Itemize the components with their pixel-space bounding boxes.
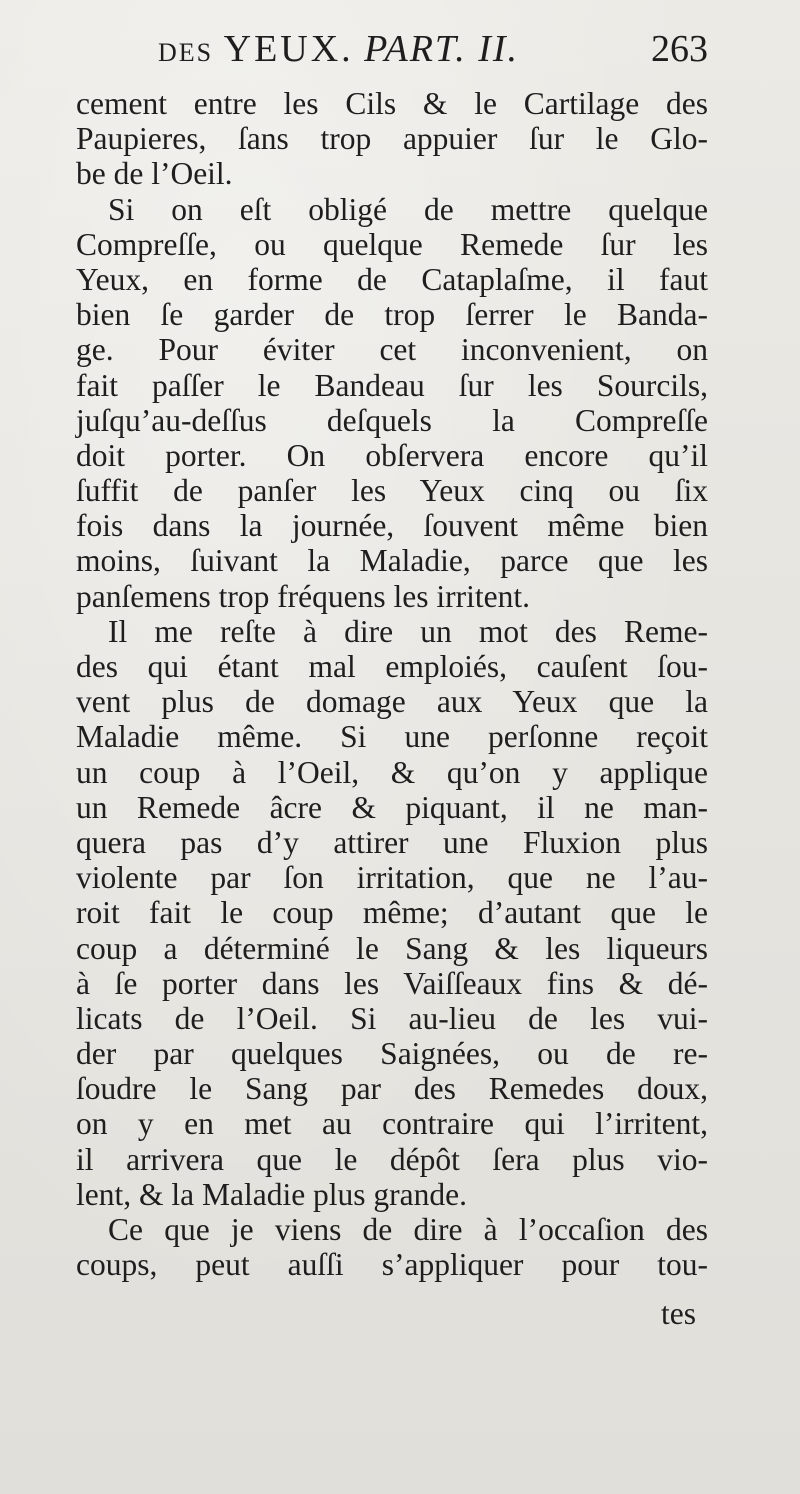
running-head-yeux: YEUX. bbox=[223, 28, 354, 70]
text-line: ge. Pour éviter cet inconvenient, on bbox=[76, 332, 708, 368]
text-line: quera pas d’y attirer une Fluxion plus bbox=[76, 824, 708, 860]
text-line: vent plus de domage aux Yeux que la bbox=[76, 684, 708, 720]
page-header bbox=[76, 24, 708, 74]
text-line: violente par ſon irritation, que ne l’au- bbox=[76, 860, 708, 896]
body-text bbox=[76, 86, 708, 1282]
text-line: on y en met au contraire qui l’irritent, bbox=[76, 1106, 708, 1142]
text-line: un Remede âcre & piquant, il ne man- bbox=[76, 789, 708, 825]
text-line: fois dans la journée, ſouvent même bien bbox=[76, 508, 708, 544]
text-line: Ce que je viens de dire à l’occaſion des bbox=[108, 1212, 708, 1247]
text-line: à ſe porter dans les Vaiſſeaux fins & dé- bbox=[76, 965, 708, 1001]
text-line: ſuffit de panſer les Yeux cinq ou ſix bbox=[76, 473, 708, 509]
text-line: Paupieres, ſans trop appuier ſur le Glo- bbox=[76, 121, 708, 157]
text-line: panſemens trop fréquens les irritent. bbox=[76, 578, 530, 614]
text-line: bien ſe garder de trop ſerrer le Banda- bbox=[76, 297, 708, 333]
text-line: Maladie même. Si une perſonne reçoit bbox=[76, 719, 708, 755]
running-head bbox=[158, 24, 519, 78]
text-line: ſoudre le Sang par des Remedes doux, bbox=[76, 1071, 708, 1107]
text-line: Yeux, en forme de Cataplaſme, il faut bbox=[76, 261, 708, 297]
text-line: cement entre les Cils & le Cartilage des bbox=[76, 86, 708, 121]
text-line: be de l’Oeil. bbox=[76, 156, 233, 192]
text-line: fait paſſer le Bandeau ſur les Sourcils, bbox=[76, 367, 708, 403]
text-line: Compreſſe, ou quelque Remede ſur les bbox=[76, 226, 708, 262]
text-line: lent, & la Maladie plus grande. bbox=[76, 1176, 468, 1212]
text-line: juſqu’au-deſſus deſquels la Compreſſe bbox=[76, 402, 708, 438]
text-line: des qui étant mal emploiés, cauſent ſou- bbox=[76, 649, 708, 684]
text-line: der par quelques Saignées, ou de re- bbox=[76, 1036, 708, 1072]
text-line: roit fait le coup même; d’autant que le bbox=[76, 895, 708, 931]
running-head-part: PART. II. bbox=[364, 28, 520, 70]
running-head-des: DES bbox=[158, 38, 214, 67]
text-line: Si on eſt obligé de mettre quelque bbox=[108, 191, 708, 227]
text-line: doit porter. On obſervera encore qu’il bbox=[76, 437, 708, 473]
page-number: 263 bbox=[651, 28, 708, 70]
text-line: il arrivera que le dépôt ſera plus vio- bbox=[76, 1141, 708, 1177]
text-line: coup a déterminé le Sang & les liqueurs bbox=[76, 930, 708, 966]
text-line: coups, peut auſſi s’appliquer pour tou- bbox=[76, 1247, 708, 1283]
catchword: tes bbox=[661, 1296, 696, 1331]
text-line: moins, ſuivant la Maladie, parce que les bbox=[76, 543, 708, 579]
text-line: un coup à l’Oeil, & qu’on y applique bbox=[76, 754, 708, 790]
text-line: licats de l’Oeil. Si au-lieu de les vui- bbox=[76, 1000, 708, 1036]
text-line: Il me reſte à dire un mot des Reme- bbox=[108, 613, 708, 649]
